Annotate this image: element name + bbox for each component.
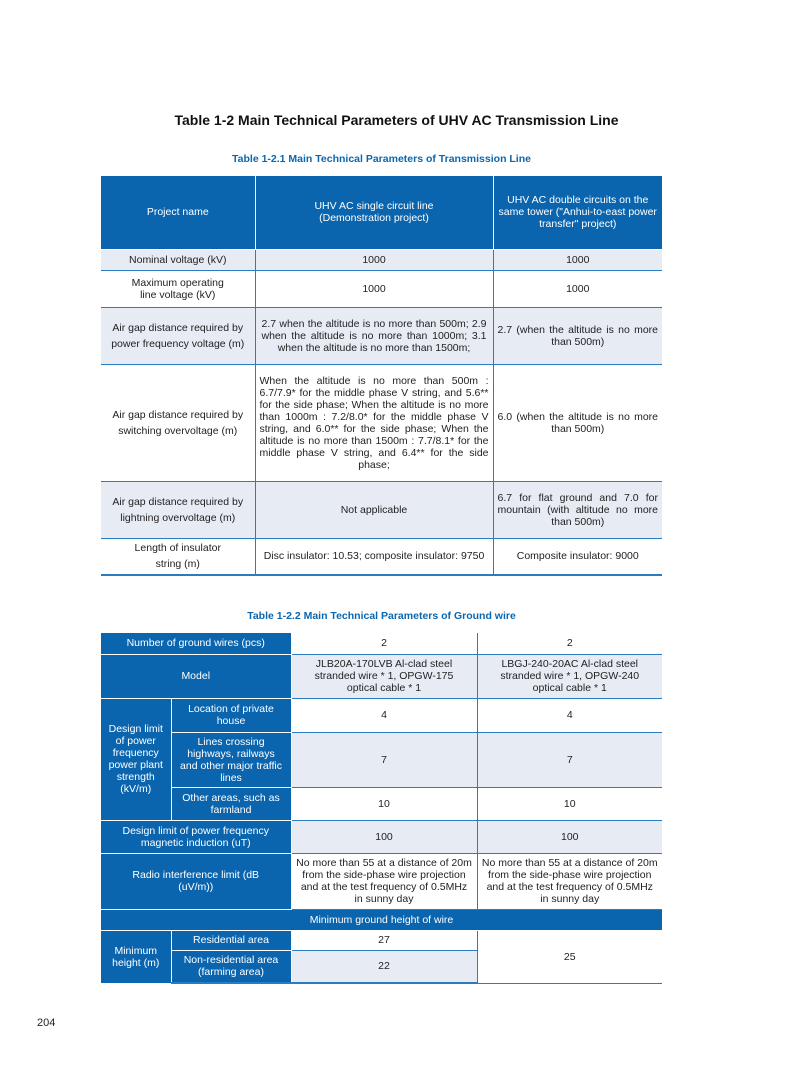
row-label: Number of ground wires (pcs) (101, 633, 291, 654)
ground-wire-table (101, 633, 662, 984)
row-label: Air gap distance required by lightning overvoltage (m) (101, 481, 255, 538)
cell-single: 2.7 when the altitude is no more than 500m; 2.9 when the altitude is no more than 1000m; 3.1 when the altitude is no more than 1500m; (255, 307, 493, 364)
section-header-row (101, 909, 662, 930)
row-label: Maximum operating line voltage (kV) (101, 270, 255, 307)
cell-single: 27 (291, 930, 477, 950)
section-header: Minimum ground height of wire (101, 909, 662, 930)
cell-double: 1000 (493, 249, 662, 270)
page-number: 204 (37, 1017, 56, 1029)
table-row (101, 698, 662, 732)
table-row (101, 930, 662, 950)
table-row (101, 732, 662, 787)
row-label: Residential area (171, 930, 291, 950)
cell-double: No more than 55 at a distance of 20m from the side-phase wire projection and at the test frequency of 0.5MHz in sunny day (477, 853, 662, 909)
row-label: Lines crossing highways, railways and other major traffic lines (171, 732, 291, 787)
row-label: Other areas, such as farmland (171, 787, 291, 820)
cell-single: JLB20A-170LVB Al-clad steel stranded wire * 1, OPGW-175 optical cable * 1 (291, 654, 477, 698)
cell-double: 25 (477, 930, 662, 983)
cell-single: 1000 (255, 249, 493, 270)
row-label: Length of insulator string (m) (101, 538, 255, 575)
cell-double: 1000 (493, 270, 662, 307)
row-label: Air gap distance required by switching overvoltage (m) (101, 364, 255, 481)
table-row (101, 249, 662, 270)
table-row (101, 654, 662, 698)
table-row (101, 853, 662, 909)
cell-single: Not applicable (255, 481, 493, 538)
header-project-name: Project name (101, 176, 255, 249)
cell-single: 7 (291, 732, 477, 787)
cell-double: 6.7 for flat ground and 7.0 for mountain (with altitude no more than 500m) (493, 481, 662, 538)
cell-double: LBGJ-240-20AC Al-clad steel stranded wire * 1, OPGW-240 optical cable * 1 (477, 654, 662, 698)
cell-double: 7 (477, 732, 662, 787)
row-label: Nominal voltage (kV) (101, 249, 255, 270)
table2-caption: Table 1-2.2 Main Technical Parameters of Ground wire (247, 610, 516, 622)
row-label: Design limit of power frequency magnetic induction (uT) (101, 820, 291, 853)
header-double-circuit: UHV AC double circuits on the same tower ("Anhui-to-east power transfer" project) (493, 176, 662, 249)
cell-double: 100 (477, 820, 662, 853)
cell-double: 2.7 (when the altitude is no more than 500m) (493, 307, 662, 364)
row-label: Location of private house (171, 698, 291, 732)
cell-single: 10 (291, 787, 477, 820)
cell-single: Disc insulator: 10.53; composite insulator: 9750 (255, 538, 493, 575)
cell-single: No more than 55 at a distance of 20m from the side-phase wire projection and at the test frequency of 0.5MHz in sunny day (291, 853, 477, 909)
table1-caption: Table 1-2.1 Main Technical Parameters of Transmission Line (232, 153, 531, 165)
page-title: Table 1-2 Main Technical Parameters of UHV AC Transmission Line (174, 112, 619, 128)
row-label: Air gap distance required by power frequency voltage (m) (101, 307, 255, 364)
cell-double: Composite insulator: 9000 (493, 538, 662, 575)
row-label: Model (101, 654, 291, 698)
cell-single: 1000 (255, 270, 493, 307)
table-row (101, 820, 662, 853)
row-label: Non-residential area (farming area) (171, 950, 291, 983)
table-row (101, 538, 662, 575)
table-row (101, 633, 662, 654)
cell-single: 22 (291, 950, 477, 983)
cell-double: 2 (477, 633, 662, 654)
cell-single: 4 (291, 698, 477, 732)
cell-single: When the altitude is no more than 500m : 6.7/7.9* for the middle phase V string, and 5.6** for the side phase; When the altitude is no more than 1000m : 7.2/8.0* for the middle phase V string, and 6.0** for the side phase; When the altitude is no more than 1500m : 7.7/8.1* for the middle phase V string, and 6.4** for the side phase; (255, 364, 493, 481)
table-row (101, 787, 662, 820)
cell-double: 4 (477, 698, 662, 732)
cell-single: 2 (291, 633, 477, 654)
cell-double: 10 (477, 787, 662, 820)
table-row (101, 481, 662, 538)
cell-double: 6.0 (when the altitude is no more than 500m) (493, 364, 662, 481)
header-single-circuit: UHV AC single circuit line (Demonstration project) (255, 176, 493, 249)
cell-single: 100 (291, 820, 477, 853)
table-row (101, 270, 662, 307)
group-label: Minimum height (m) (101, 930, 171, 983)
table-row (101, 307, 662, 364)
transmission-line-table (101, 176, 662, 576)
table-header-row (101, 176, 662, 249)
group-label: Design limit of power frequency power plant strength (kV/m) (101, 698, 171, 820)
table-row (101, 364, 662, 481)
row-label: Radio interference limit (dB (uV/m)) (101, 853, 291, 909)
